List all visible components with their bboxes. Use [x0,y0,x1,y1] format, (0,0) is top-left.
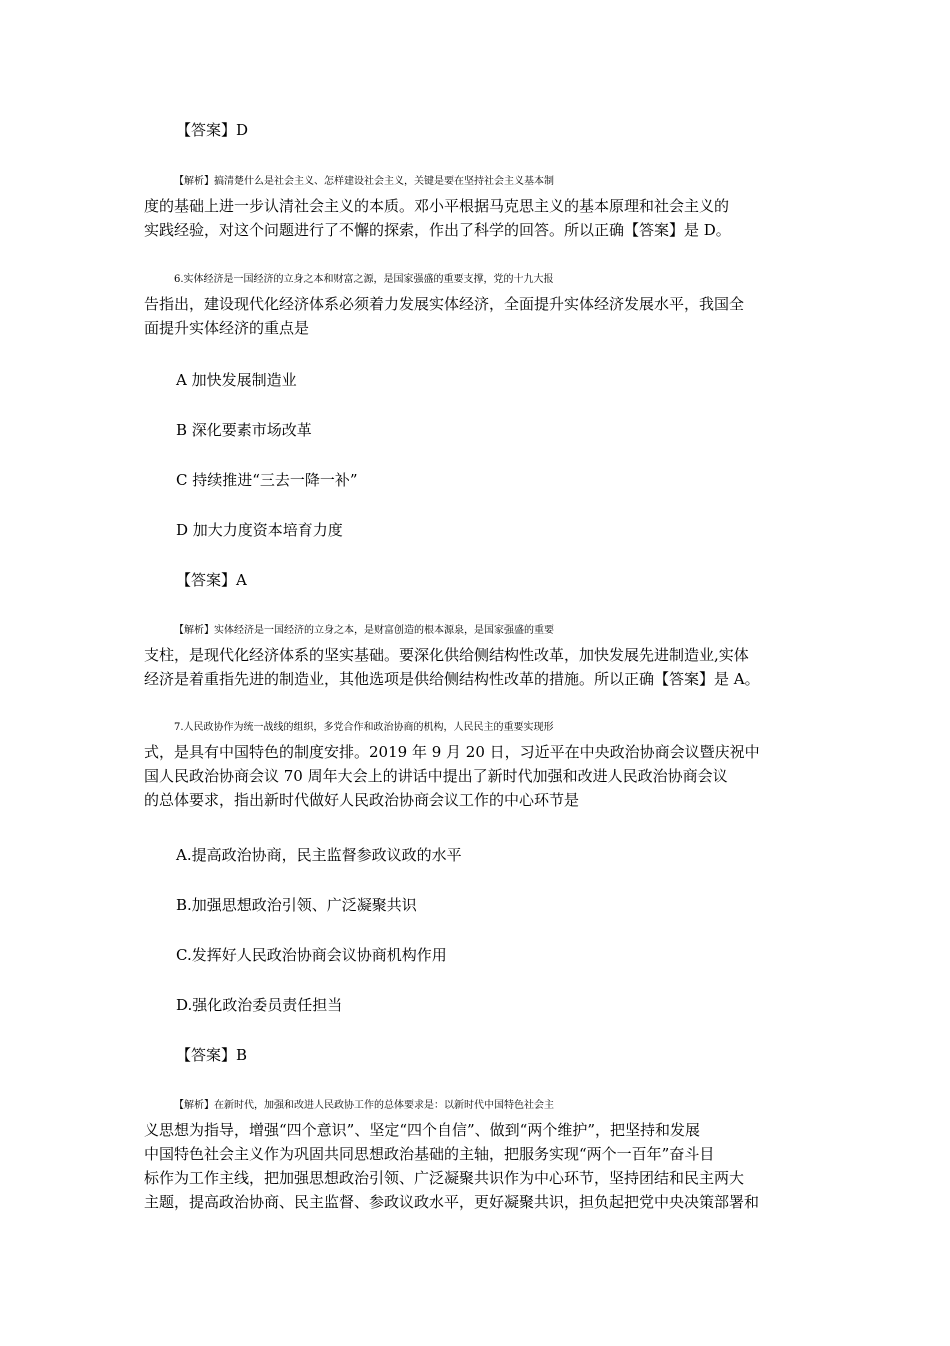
text-line: 标作为工作主线，把加强思想政治引领、广泛凝聚共识作为中心环节，坚持团结和民主两大 [144,1169,745,1187]
answer-5: 【答案】D [176,121,249,139]
explanation-7 [144,1094,812,1214]
text-line: 经济是着重指先进的制造业，其他选项是供给侧结构性改革的措施。所以正确【答案】是 A。 [144,670,760,688]
text-line: 主题，提高政治协商、民主监督、参政议政水平，更好凝聚共识，担负起把党中央决策部署和 [144,1193,760,1211]
text-line: 支柱，是现代化经济体系的坚实基础。要深化供给侧结构性改革，加快发展先进制造业,实体 [144,646,749,664]
option-7b: B.加强思想政治引领、广泛凝聚共识 [176,896,417,914]
question-6 [144,268,812,340]
option-7c: C.发挥好人民政治协商会议协商机构作用 [176,946,447,964]
text-line: 式，是具有中国特色的制度安排。2019 年 9 月 20 日，习近平在中央政治协商会议暨庆祝中 [144,743,760,761]
text-line: 7.人民政协作为统一战线的组织，多党合作和政治协商的机构，人民民主的重要实现形 [174,722,554,733]
text-line: 6.实体经济是一国经济的立身之本和财富之源，是国家强盛的重要支撑，党的十九大报 [174,274,554,285]
text-line: 度的基础上进一步认清社会主义的本质。邓小平根据马克思主义的基本原理和社会主义的 [144,197,730,215]
text-line: 【解析】实体经济是一国经济的立身之本，是财富创造的根本源泉，是国家强盛的重要 [174,625,554,636]
answer-6: 【答案】A [176,571,247,589]
option-7d: D.强化政治委员责任担当 [176,996,343,1014]
option-7a: A.提高政治协商，民主监督参政议政的水平 [176,846,462,864]
explanation-6 [144,619,812,691]
text-line: 【解析】在新时代，加强和改进人民政协工作的总体要求是：以新时代中国特色社会主 [174,1100,554,1111]
text-line: 实践经验，对这个问题进行了不懈的探索，作出了科学的回答。所以正确【答案】是 D。 [144,221,731,239]
option-6b: B 深化要素市场改革 [176,421,312,439]
text-line: 的总体要求，指出新时代做好人民政治协商会议工作的中心环节是 [144,791,580,809]
text-line: 【解析】搞清楚什么是社会主义、怎样建设社会主义，关键是要在坚持社会主义基本制 [174,176,554,187]
text-line: 义思想为指导，增强“四个意识”、坚定“四个自信”、做到“两个维护”，把坚持和发展 [144,1121,701,1139]
text-line: 面提升实体经济的重点是 [144,319,310,337]
option-6d: D 加大力度资本培育力度 [176,521,343,539]
explanation-5 [144,170,812,242]
answer-7: 【答案】B [176,1046,248,1064]
option-6a: A 加快发展制造业 [176,371,297,389]
text-line: 国人民政治协商会议 70 周年大会上的讲话中提出了新时代加强和改进人民政治协商会议 [144,767,728,785]
text-line: 告指出，建设现代化经济体系必须着力发展实体经济，全面提升实体经济发展水平，我国全 [144,295,745,313]
option-6c: C 持续推进“三去一降一补” [176,471,358,489]
question-7 [144,716,812,812]
text-line: 中国特色社会主义作为巩固共同思想政治基础的主轴，把服务实现“两个一百年”奋斗目 [144,1145,715,1163]
